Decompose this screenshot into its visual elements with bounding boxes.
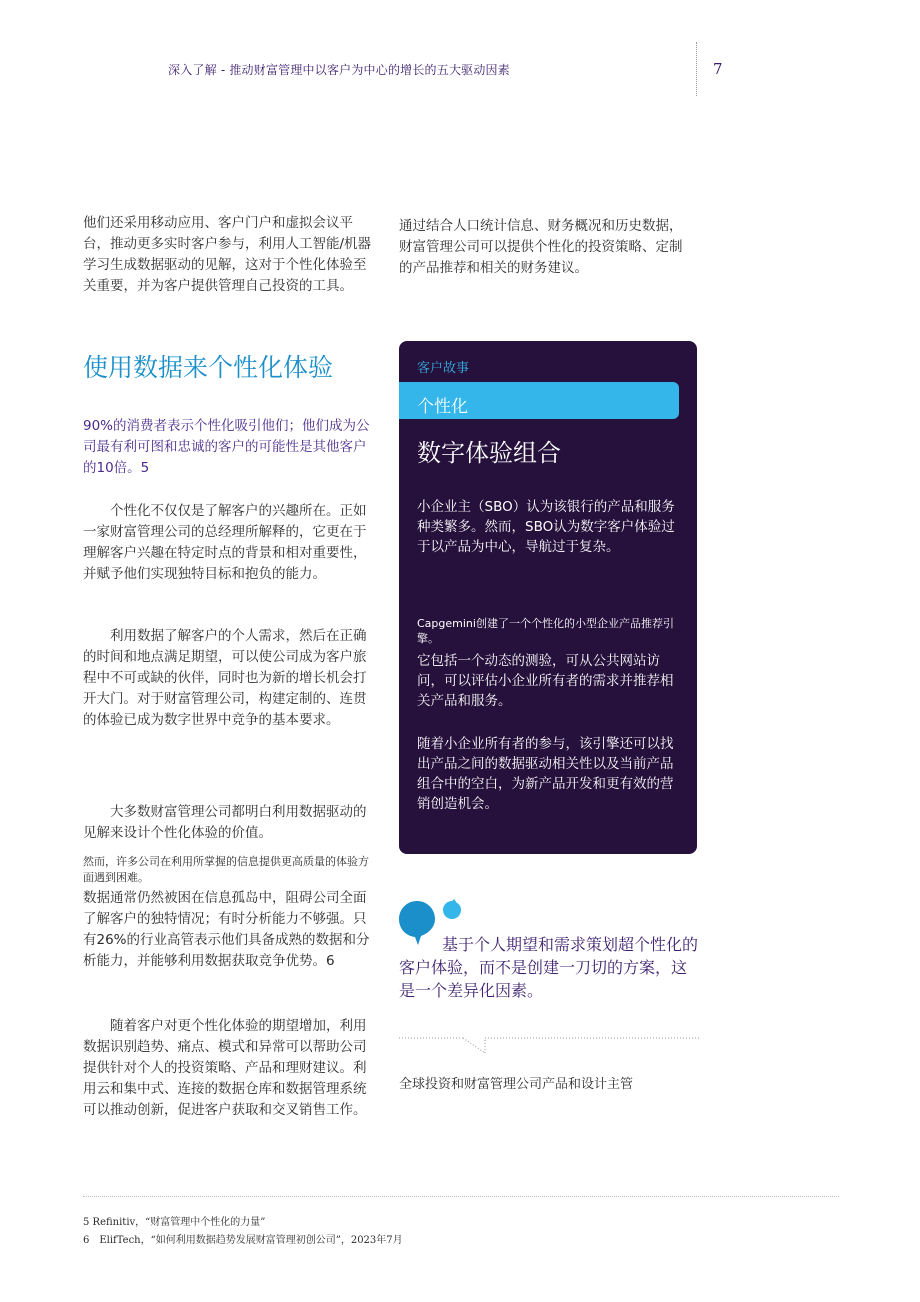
quote-author: 全球投资和财富管理公司产品和设计主管	[399, 1077, 634, 1092]
paragraph-4-lead: 然而，许多公司在利用所掌握的信息提供更高质量的体验方面遇到困难。	[83, 855, 369, 884]
card-kicker: 客户故事	[417, 361, 470, 376]
card-paragraph-2-lead: Capgemini创建了一个个性化的小型企业产品推荐引擎。	[417, 617, 674, 645]
header-divider	[696, 42, 697, 96]
stat-callout: 90%的消费者表示个性化吸引他们；他们成为公司最有利可图和忠诚的客户的可能性是其他客户的10倍。5	[83, 418, 370, 476]
page-number: 7	[713, 60, 723, 78]
card-paragraph-2: 它包括一个动态的测验，可从公共网站访问，可以评估小企业所有者的需求并推荐相关产品和服务。	[417, 653, 674, 709]
card-tab-label: 个性化	[417, 397, 468, 417]
pull-quote: 基于个人期望和需求策划超个性化的客户体验，而不是创建一刀切的方案，这是一个差异化因素。	[399, 935, 699, 1000]
card-paragraph-3: 随着小企业所有者的参与，该引擎还可以找出产品之间的数据驱动相关性以及当前产品组合中的空白，为新产品开发和更有效的营销创造机会。	[417, 736, 674, 812]
section-heading: 使用数据来个性化体验	[83, 353, 334, 382]
intro-right-paragraph: 通过结合人口统计信息、财务概况和历史数据，财富管理公司可以提供个性化的投资策略、定制的产品推荐和相关的财务建议。	[399, 218, 683, 276]
footnote-5: 5 Refinitiv，“财富管理中个性化的力量”	[83, 1217, 266, 1228]
running-header: 深入了解 - 推动财富管理中以客户为中心的增长的五大驱动因素	[168, 63, 510, 77]
paragraph-3: 大多数财富管理公司都明白利用数据驱动的见解来设计个性化体验的价值。	[83, 804, 367, 841]
paragraph-4: 数据通常仍然被困在信息孤岛中，阻碍公司全面了解客户的独特情况；有时分析能力不够强。只有26%的行业高管表示他们具备成熟的数据和分析能力，并能够利用数据获取竞争优势。6	[83, 890, 370, 969]
paragraph-1: 个性化不仅仅是了解客户的兴趣所在。正如一家财富管理公司的总经理所解释的，它更在于理解客户兴趣在特定时点的背景和相对重要性，并赋予他们实现独特目标和抱负的能力。	[83, 503, 367, 582]
quote-divider	[399, 1033, 699, 1057]
footnote-6: 6 ElifTech，“如何利用数据趋势发展财富管理初创公司”，2023年7月	[83, 1235, 403, 1246]
paragraph-5: 随着客户对更个性化体验的期望增加，利用数据识别趋势、痛点、模式和异常可以帮助公司提供针对个人的投资策略、产品和理财建议。利用云和集中式、连接的数据仓库和数据管理系统可以推动创新，促进客户获取和交叉销售工作。	[83, 1018, 367, 1118]
card-title: 数字体验组合	[417, 439, 561, 467]
footer-rule	[83, 1196, 839, 1197]
card-paragraph-1: 小企业主（SBO）认为该银行的产品和服务种类繁多。然而，SBO认为数字客户体验过于以产品为中心，导航过于复杂。	[417, 499, 675, 555]
intro-left-paragraph: 他们还采用移动应用、客户门户和虚拟会议平台，推动更多实时客户参与，利用人工智能/机器学习生成数据驱动的见解，这对于个性化体验至关重要，并为客户提供管理自己投资的工具。	[83, 215, 372, 294]
paragraph-2: 利用数据了解客户的个人需求，然后在正确的时间和地点满足期望，可以使公司成为客户旅程中不可或缺的伙伴，同时也为新的增长机会打开大门。对于财富管理公司，构建定制的、连贯的体验已成为数字世界中竞争的基本要求。	[83, 628, 367, 728]
